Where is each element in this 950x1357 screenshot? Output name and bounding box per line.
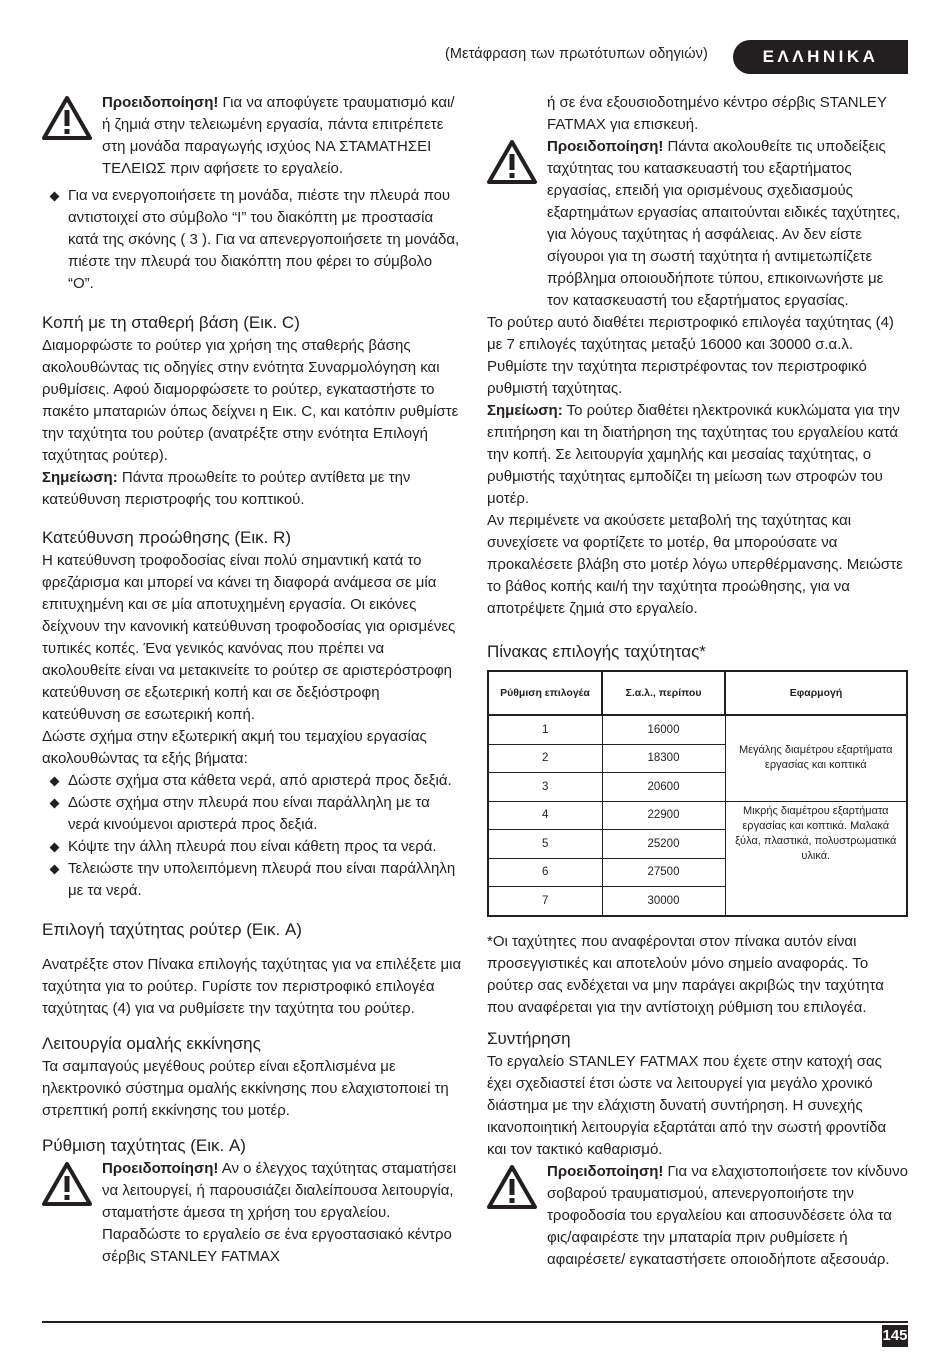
paragraph-speed-select: Ανατρέξτε στον Πίνακα επιλογής ταχύτητας για να επιλέξετε μια ταχύτητα για το ρούτερ. Γυρίστε τον περιστροφικό επιλογέα ταχύτητας (4) για να ρυθμίσετε την ταχύτητα του ρούτερ. bbox=[42, 956, 462, 1017]
paragraph-continuation: ή σε ένα εξουσιοδοτημένο κέντρο σέρβις STANLEY FATMAX για επισκευή. bbox=[547, 94, 887, 133]
bullet-diamond-icon bbox=[50, 865, 60, 875]
list-item: Κόψτε την άλλη πλευρά που είναι κάθετη προς τα νερά. bbox=[42, 836, 462, 858]
paragraph-speed-dial: Το ρούτερ αυτό διαθέτει περιστροφικό επιλογέα ταχύτητας (4) με 7 επιλογές ταχύτητας μεταξύ 16000 και 30000 σ.α.λ. Ρυθμίστε την ταχύτητα περιστρέφοντας τον περιστροφικό ρυθμιστή ταχύτητας. bbox=[487, 314, 894, 397]
warning-block-speed-control bbox=[42, 1158, 462, 1268]
list-item: Για να ενεργοποιήσετε τη μονάδα, πιέστε την πλευρά που αντιστοιχεί στο σύμβολο “I” του διακόπτη με προστασία κατά της σκόνης ( 3 ). Για να απενεργοποιήσετε τη μονάδα, πιέστε την πλευρά του διακόπτη που φέρει το σύμβολο “O”. bbox=[42, 185, 462, 295]
column-header: Εφαρμογή bbox=[725, 671, 907, 715]
warning-label: Προειδοποίηση! bbox=[547, 1162, 664, 1180]
list-item: Δώστε σχήμα στην πλευρά που είναι παράλληλη με τα νερά κινούμενοι αριστερά προς δεξιά. bbox=[42, 792, 462, 836]
warning-text: Αν ο έλεγχος ταχύτητας σταματήσει να λειτουργεί, ή παρουσιάζει διαλείπουσα λειτουργία, σταματήστε άμεσα τη χρήση του εργαλείου. Παραδώστε το εργαλείο σε ένα εργοστασιακό κέντρο σέρβις STANLEY FATMAX bbox=[102, 1160, 457, 1265]
paragraph-maintenance: Το εργαλείο STANLEY FATMAX που έχετε στην κατοχή σας έχει σχεδιαστεί έτσι ώστε να λειτουργεί για μεγάλο χρονικό διάστημα με την ελάχιστη δυνατή συντήρηση. Η συνεχής ικανοποιητική λειτουργία εξαρτάται από την σωστή φροντίδα και τον τακτικό καθαρισμό. bbox=[487, 1052, 887, 1158]
speed-table bbox=[487, 670, 908, 917]
bullet-diamond-icon bbox=[50, 777, 60, 787]
section-title-speed-select: Επιλογή ταχύτητας ρούτερ (Εικ. A) bbox=[42, 920, 302, 939]
left-column bbox=[42, 92, 462, 1268]
warning-text: Για να ελαχιστοποιήσετε τον κίνδυνο σοβαρού τραυματισμού, απενεργοποιήστε την τροφοδοσία του εργαλείου και αποσυνδέσετε όλα τα φις/αφαιρέστε την μπαταρία πριν ρυθμίσετε ή αφαιρέσετε/ εγκαταστήσετε οποιοδήποτε αξεσουάρ. bbox=[547, 1162, 908, 1268]
bullet-diamond-icon bbox=[50, 843, 60, 853]
application-large: Μεγάλης διαμέτρου εξαρτήματα εργασίας και κοπτικά bbox=[725, 715, 907, 801]
list-item: Τελειώστε την υπολειπόμενη πλευρά που είναι παράλληλη με τα νερά. bbox=[42, 858, 462, 902]
language-tab: ΕΛΛΗΝΙΚΑ bbox=[733, 40, 908, 74]
paragraph-soft-start: Τα σαμπαγούς μεγέθους ρούτερ είναι εξοπλισμένα με ηλεκτρονικό σύστημα ομαλής εκκίνησης που ελαχιστοποιεί τη στρεπτική ροπή εκκίνησης του μοτέρ. bbox=[42, 1058, 449, 1119]
right-column bbox=[487, 92, 908, 1271]
warning-label: Προειδοποίηση! bbox=[102, 1160, 219, 1177]
warning-block-manufacturer-speed bbox=[487, 136, 908, 312]
section-title-fixed-base: Κοπή με τη σταθερή βάση (Εικ. C) bbox=[42, 313, 300, 332]
note-electronics: Σημείωση: Το ρούτερ διαθέτει ηλεκτρονικά κυκλώματα για την επιτήρηση και τη διατήρηση της ταχύτητας του εργαλείου κατά την κοπή. Σε λειτουργία χαμηλής και μεσαίας ταχύτητας, ο ρυθμιστής ταχύτητας εμποδίζει τη μείωση των στροφών του μοτέρ. bbox=[487, 402, 900, 507]
table-row: 2 18300 bbox=[488, 744, 907, 773]
paragraph-fixed-base: Διαμορφώστε το ρούτερ για χρήση της σταθερής βάσης ακολουθώντας τις οδηγίες στην ενότητα Συναρμολόγηση και ρυθμίσεις. Αφού διαμορφώσετε το ρούτερ, εγκαταστήστε το πακέτο μπαταριών όπως δείχνει η Εικ. C, και κατόπιν ρυθμίστε την ταχύτητα του ρούτερ (ανατρέξτε στην ενότητα Επιλογή ταχύτητας ρούτερ). bbox=[42, 337, 459, 464]
feed-steps-list bbox=[42, 770, 462, 902]
page-number: 145 bbox=[882, 1325, 908, 1347]
paragraph-overload: Αν περιμένετε να ακούσετε μεταβολή της ταχύτητας και συνεχίσετε να φορτίζετε το μοτέρ, θα μπορούσατε να προκαλέσετε βλάβη στο μοτέρ λόγω υπερθέρμανσης. Μειώστε το βάθος κοπής και/ή την ταχύτητα προώθησης, για να αποτρέψετε ζημιά στο εργαλείο. bbox=[487, 512, 903, 617]
table-row: 6 27500 bbox=[488, 858, 907, 887]
column-header: Σ.α.λ., περίπου bbox=[602, 671, 725, 715]
table-footnote: *Οι ταχύτητες που αναφέρονται στον πίνακα αυτόν είναι προσεγγιστικές και αποτελούν μόνο σημείο αναφοράς. Το ρούτερ σας ενδέχεται να μην παράγει ακριβώς την ταχύτητα που αναφέρεται για την αντίστοιχη ρύθμιση του επιλογέα. bbox=[487, 932, 884, 1016]
paragraph-feed-direction: Η κατεύθυνση τροφοδοσίας είναι πολύ σημαντική κατά το φρεζάρισμα και μπορεί να κάνει τη διαφορά ανάμεσα σε μία επιτυχημένη και σε μία αποτυχημένη εργασία. Οι εικόνες δείχνουν την κανονική κατεύθυνση τροφοδοσίας για ορισμένες τυπικές κοπές. Ένα γενικός κανόνας που πρέπει να ακολουθείτε είναι να μετακινείτε το ρούτερ σε αριστερόστροφη κατεύθυνση σε εξωτερική κοπή και σε δεξιόστροφη κατεύθυνση σε εσωτερική κοπή. bbox=[42, 552, 456, 723]
list-item: Δώστε σχήμα στα κάθετα νερά, από αριστερά προς δεξιά. bbox=[42, 770, 462, 792]
section-title-feed-direction: Κατεύθυνση προώθησης (Εικ. R) bbox=[42, 528, 292, 547]
table-header-row bbox=[488, 671, 907, 715]
section-title-speed-adjust: Ρύθμιση ταχύτητας (Εικ. A) bbox=[42, 1136, 246, 1155]
warning-block-maintenance bbox=[487, 1161, 908, 1271]
warning-block-stop bbox=[42, 92, 462, 180]
table-row: 5 25200 bbox=[488, 830, 907, 859]
table-row: 7 30000 bbox=[488, 887, 907, 916]
bullet-diamond-icon bbox=[50, 799, 60, 809]
warning-text: Πάντα ακολουθείτε τις υποδείξεις ταχύτητας του κατασκευαστή του εξαρτήματος εργασίας, επειδή για ορισμένους σχεδιασμούς εξαρτημάτων εργασίας απαιτούνται ειδικές ταχύτητες, για λόγους ταχύτητας ή ασφάλειας. Αν δεν είστε σίγουροι για τη σωστή ταχύτητα ή αντιμετωπίζετε πρόβλημα οποιουδήποτε τύπου, επικοινωνήστε με τον κατασκευαστή του εξαρτήματος εργασίας. bbox=[547, 138, 901, 309]
section-title-soft-start: Λειτουργία ομαλής εκκίνησης bbox=[42, 1034, 261, 1053]
note-fixed-base: Σημείωση: Πάντα προωθείτε το ρούτερ αντίθετα με την κατεύθυνση περιστροφής του κοπτικού. bbox=[42, 469, 411, 508]
section-title-maintenance: Συντήρηση bbox=[487, 1028, 571, 1048]
table-title: Πίνακας επιλογής ταχύτητας* bbox=[487, 642, 706, 661]
warning-label: Προειδοποίηση! bbox=[547, 138, 664, 155]
table-row: 1 16000 Μεγάλης διαμέτρου εξαρτήματα εργασίας και κοπτικά bbox=[488, 715, 907, 744]
warning-triangle-icon bbox=[42, 96, 92, 140]
warning-triangle-icon bbox=[487, 1165, 537, 1209]
application-small: Μικρής διαμέτρου εξαρτήματα εργασίας και κοπτικά. Μαλακά ξύλα, πλαστικά, πολυστρωματικά υλικά. bbox=[725, 801, 907, 916]
table-row: 3 20600 bbox=[488, 773, 907, 802]
column-header: Ρύθμιση επιλογέα bbox=[488, 671, 602, 715]
bullet-diamond-icon bbox=[50, 192, 60, 202]
warning-triangle-icon bbox=[42, 1162, 92, 1206]
warning-triangle-icon bbox=[487, 140, 537, 184]
footer-divider bbox=[42, 1321, 908, 1323]
table-row: 4 22900 Μικρής διαμέτρου εξαρτήματα εργασίας και κοπτικά. Μαλακά ξύλα, πλαστικά, πολυστρωματικά υλικά. bbox=[488, 801, 907, 830]
warning-text: Για να αποφύγετε τραυματισμό και/ή ζημιά στην τελειωμένη εργασία, πάντα επιτρέπετε στη μονάδα παραγωγής ισχύος ΝΑ ΣΤΑΜΑΤΗΣΕΙ ΤΕΛΕΙΩΣ πριν αφήσετε το εργαλείο. bbox=[102, 94, 455, 177]
translation-note: (Μετάφραση των πρωτότυπων οδηγιών) bbox=[445, 46, 708, 62]
warning-label: Προειδοποίηση! bbox=[102, 94, 219, 111]
paragraph-feed-steps: Δώστε σχήμα στην εξωτερική ακμή του τεμαχίου εργασίας ακολουθώντας τα εξής βήματα: bbox=[42, 728, 427, 767]
power-bullet-list bbox=[42, 185, 462, 295]
